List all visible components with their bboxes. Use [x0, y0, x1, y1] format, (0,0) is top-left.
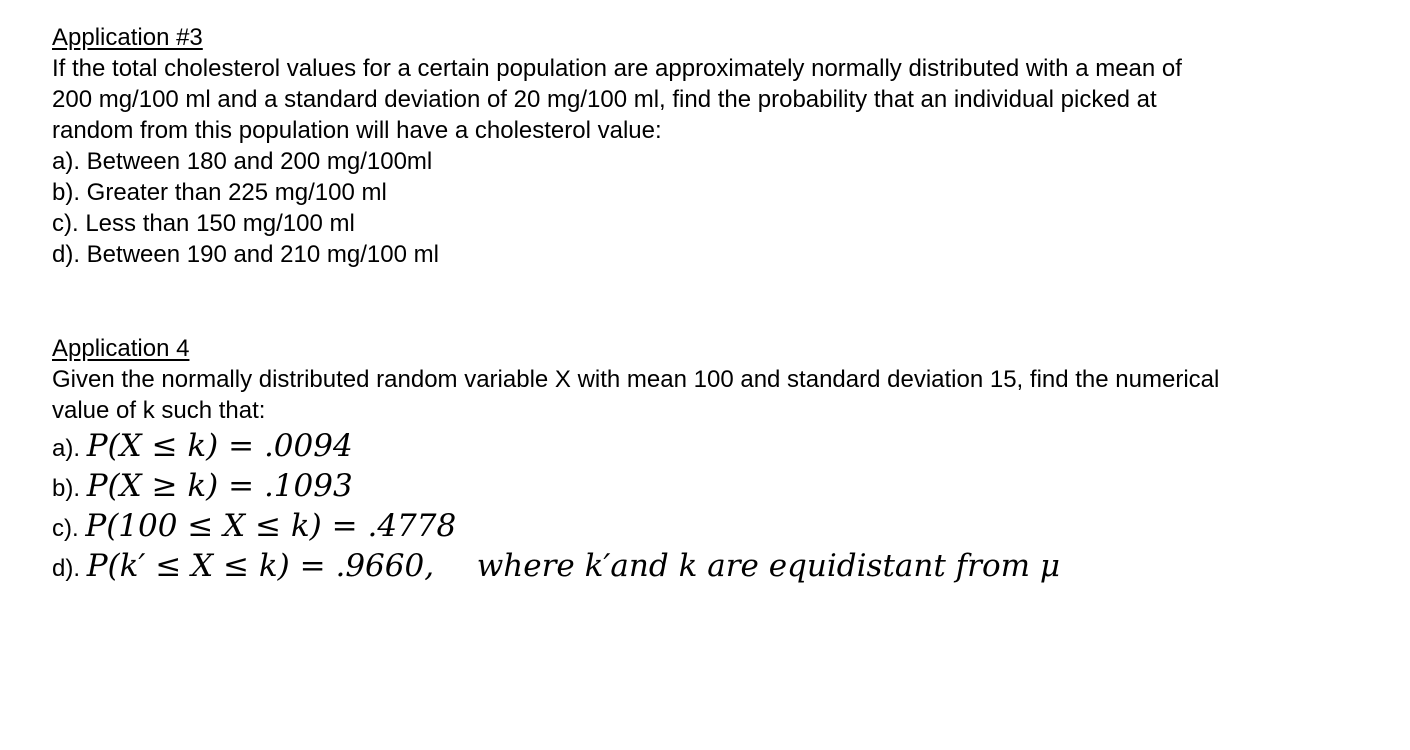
- application-4-body-line-2: value of k such that:: [52, 397, 266, 424]
- section-spacer: [52, 270, 1392, 333]
- application-3-body-line-1: If the total cholesterol values for a certain population are approximately normally distributed with a mean of: [52, 55, 1182, 82]
- item-d-note: where k′and k are equidistant from μ: [476, 548, 1061, 584]
- application-4-item-c: [52, 506, 1392, 546]
- application-3-body-line-3: random from this population will have a cholesterol value:: [52, 117, 662, 144]
- item-d-expression: P(k′ ≤ X ≤ k) = .9660,: [86, 548, 435, 584]
- item-b-label: b).: [52, 475, 81, 502]
- item-d-label: d).: [52, 555, 81, 582]
- application-4-item-d: [52, 546, 1392, 586]
- application-3-item-c: c). Less than 150 mg/100 ml: [52, 210, 355, 237]
- application-4-item-b: [52, 466, 1392, 506]
- item-b-expression: P(X ≥ k) = .1093: [86, 468, 353, 504]
- application-4-body-line-1: Given the normally distributed random variable X with mean 100 and standard deviation 15, find the numerical: [52, 366, 1220, 393]
- document-page: [52, 22, 1392, 586]
- application-3-heading: Application #3: [52, 24, 203, 51]
- item-a-expression: P(X ≤ k) = .0094: [86, 428, 353, 464]
- application-3-item-b: b). Greater than 225 mg/100 ml: [52, 179, 387, 206]
- item-c-expression: P(100 ≤ X ≤ k) = .4778: [85, 508, 457, 544]
- item-c-label: c).: [52, 515, 79, 542]
- application-4-item-a: [52, 426, 1392, 466]
- application-4-heading: Application 4: [52, 335, 190, 362]
- application-3-item-d: d). Between 190 and 210 mg/100 ml: [52, 241, 439, 268]
- application-3-item-a: a). Between 180 and 200 mg/100ml: [52, 148, 433, 175]
- application-3-body-line-2: 200 mg/100 ml and a standard deviation of 20 mg/100 ml, find the probability that an individual picked at: [52, 86, 1157, 113]
- item-a-label: a).: [52, 435, 81, 462]
